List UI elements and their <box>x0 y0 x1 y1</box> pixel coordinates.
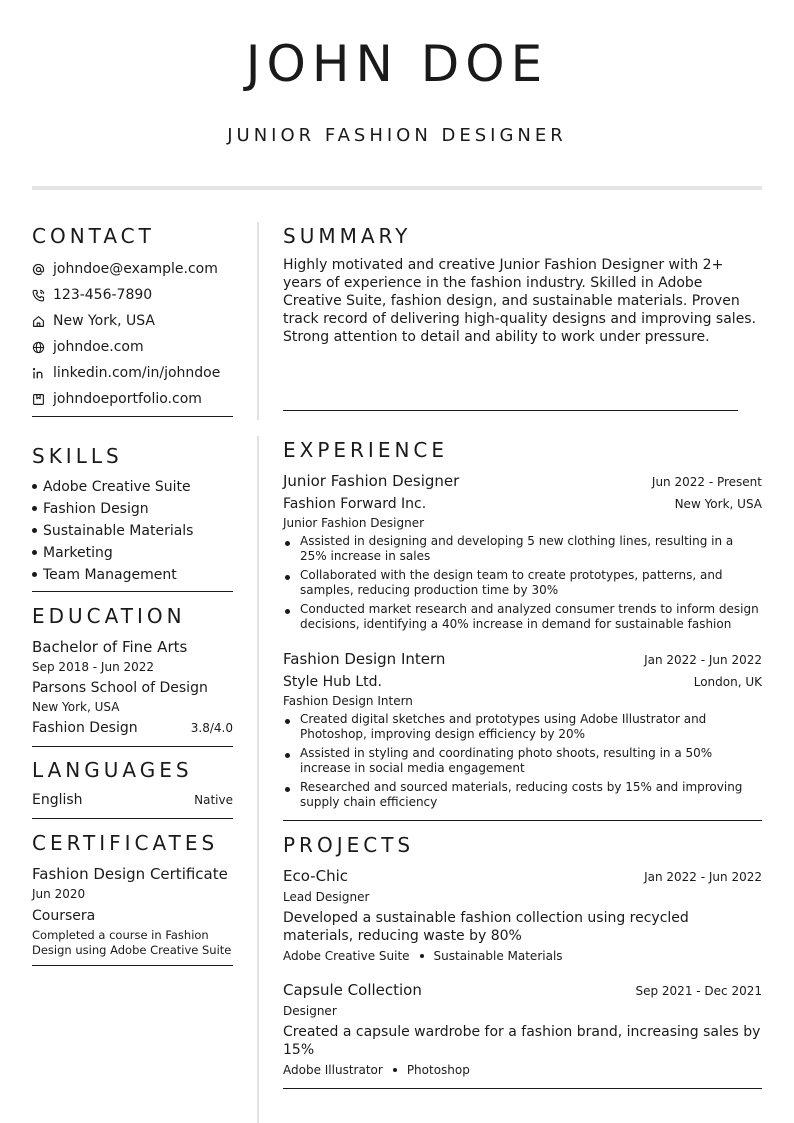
education-gpa: 3.8/4.0 <box>190 721 233 735</box>
projects-divider <box>283 1088 762 1089</box>
experience-bullet-text: Created digital sketches and prototypes using Adobe Illustrator and Photoshop, improving design efficiency by 20% <box>300 712 707 741</box>
phone-icon <box>32 289 45 302</box>
certificates-title: CERTIFICATES <box>32 831 219 855</box>
certificates-divider <box>32 965 233 966</box>
experience-header <box>283 470 762 492</box>
education-school: Parsons School of Design <box>32 680 208 696</box>
experience-company: Fashion Forward Inc. <box>283 496 427 512</box>
bullet-dot <box>285 575 290 580</box>
skills-list <box>32 476 233 586</box>
column-divider-bottom <box>257 436 259 1123</box>
experience-bullets <box>283 712 762 810</box>
project-tag: Adobe Creative Suite <box>283 949 410 963</box>
bullet-dot <box>32 550 37 555</box>
contact-phone-text: 123-456-7890 <box>53 287 153 303</box>
project-dates: Jan 2022 - Jun 2022 <box>644 870 762 884</box>
experience-role: Junior Fashion Designer <box>283 516 425 530</box>
project-item <box>283 865 762 965</box>
experience-item <box>283 470 762 632</box>
experience-company: Style Hub Ltd. <box>283 674 382 690</box>
contact-email[interactable] <box>32 256 233 282</box>
header-divider <box>32 186 762 190</box>
languages-divider <box>32 818 233 819</box>
certificate-date: Jun 2020 <box>32 887 86 901</box>
bullet-dot <box>285 787 290 792</box>
experience-divider <box>283 820 762 821</box>
skill-item <box>32 498 233 520</box>
project-header <box>283 979 762 1001</box>
tag-separator <box>420 954 424 958</box>
skill-item <box>32 476 233 498</box>
summary-divider <box>283 410 738 411</box>
contact-portfolio-text: johndoeportfolio.com <box>53 391 202 407</box>
skills-section <box>32 442 233 592</box>
project-item <box>283 979 762 1079</box>
experience-position: Fashion Design Intern <box>283 650 446 668</box>
experience-dates: Jun 2022 - Present <box>651 475 762 489</box>
project-name: Eco-Chic <box>283 867 348 885</box>
experience-location: London, UK <box>693 675 762 689</box>
experience-bullet-text: Assisted in designing and developing 5 new clothing lines, resulting in a 25% increase in sales <box>300 534 734 563</box>
certificate-issuer: Coursera <box>32 908 96 924</box>
project-role: Lead Designer <box>283 890 370 904</box>
education-section <box>32 602 233 747</box>
bullet-dot <box>32 572 37 577</box>
project-tag: Photoshop <box>406 1063 470 1077</box>
experience-title: EXPERIENCE <box>283 438 449 462</box>
project-tag: Adobe Illustrator <box>283 1063 383 1077</box>
bullet-dot <box>285 753 290 758</box>
education-location: New York, USA <box>32 700 120 714</box>
experience-bullet <box>283 568 762 598</box>
bullet-dot <box>285 719 290 724</box>
experience-bullet <box>283 534 762 564</box>
bullet-dot <box>285 541 290 546</box>
language-row <box>32 790 233 810</box>
contact-section <box>32 222 233 417</box>
education-title: EDUCATION <box>32 604 186 628</box>
contact-title: CONTACT <box>32 224 155 248</box>
certificate-description: Completed a course in Fashion Design using Adobe Creative Suite <box>32 928 232 957</box>
right-column <box>283 222 762 1089</box>
projects-section <box>283 831 762 1089</box>
globe-icon <box>32 341 45 354</box>
project-description: Developed a sustainable fashion collection using recycled materials, reducing waste by 80% <box>283 910 689 944</box>
contact-linkedin[interactable] <box>32 360 233 386</box>
contact-divider <box>32 416 233 417</box>
summary-title: SUMMARY <box>283 224 412 248</box>
project-name: Capsule Collection <box>283 981 422 999</box>
skill-label: Fashion Design <box>43 501 149 517</box>
experience-bullet-text: Conducted market research and analyzed consumer trends to inform design decisions, identifying a 40% increase in demand for sustainable fashion <box>300 602 759 631</box>
experience-bullet-text: Assisted in styling and coordinating photo shoots, resulting in a 50% increase in social media engagement <box>300 746 713 775</box>
experience-dates: Jan 2022 - Jun 2022 <box>644 653 762 667</box>
education-degree: Bachelor of Fine Arts <box>32 638 188 656</box>
contact-website[interactable] <box>32 334 233 360</box>
contact-phone[interactable] <box>32 282 233 308</box>
projects-title: PROJECTS <box>283 833 415 857</box>
bullet-dot <box>32 484 37 489</box>
experience-bullet-text: Researched and sourced materials, reducing costs by 15% and improving supply chain efficiency <box>300 780 743 809</box>
experience-section <box>283 436 762 821</box>
skill-label: Marketing <box>43 545 113 561</box>
contact-email-text: johndoe@example.com <box>53 261 218 277</box>
skill-item <box>32 564 233 586</box>
education-divider <box>32 746 233 747</box>
experience-item <box>283 648 762 810</box>
experience-bullet <box>283 746 762 776</box>
experience-role: Fashion Design Intern <box>283 694 413 708</box>
language-level: Native <box>194 793 233 807</box>
project-tags <box>283 1061 762 1079</box>
experience-location: New York, USA <box>674 497 762 511</box>
languages-section <box>32 756 233 819</box>
contact-location-text: New York, USA <box>53 313 155 329</box>
skill-item <box>32 520 233 542</box>
tag-separator <box>393 1068 397 1072</box>
at-icon <box>32 263 45 276</box>
education-field-row <box>32 718 233 738</box>
certificates-section <box>32 829 233 966</box>
column-divider-top <box>257 222 259 420</box>
education-field: Fashion Design <box>32 720 138 736</box>
project-role: Designer <box>283 1004 337 1018</box>
bullet-dot <box>32 506 37 511</box>
project-dates: Sep 2021 - Dec 2021 <box>635 984 762 998</box>
experience-company-row <box>283 672 762 692</box>
experience-bullet-text: Collaborated with the design team to create prototypes, patterns, and samples, reducing production time by 30% <box>300 568 723 597</box>
bullet-dot <box>32 528 37 533</box>
home-icon <box>32 315 45 328</box>
education-dates: Sep 2018 - Jun 2022 <box>32 660 155 674</box>
skill-label: Team Management <box>43 567 177 583</box>
experience-position: Junior Fashion Designer <box>283 472 460 490</box>
experience-bullet <box>283 602 762 632</box>
certificate-name: Fashion Design Certificate <box>32 865 228 883</box>
skill-item <box>32 542 233 564</box>
contact-linkedin-text: linkedin.com/in/johndoe <box>53 365 221 381</box>
candidate-name: JOHN DOE <box>245 35 549 93</box>
language-name: English <box>32 792 83 808</box>
contact-portfolio[interactable] <box>32 386 233 412</box>
skill-label: Sustainable Materials <box>43 523 194 539</box>
contact-list <box>32 256 233 412</box>
candidate-headline: JUNIOR FASHION DESIGNER <box>227 125 567 146</box>
project-description: Created a capsule wardrobe for a fashion brand, increasing sales by 15% <box>283 1024 761 1058</box>
left-column <box>32 222 233 966</box>
contact-location <box>32 308 233 334</box>
project-header <box>283 865 762 887</box>
project-tags <box>283 947 762 965</box>
project-tag: Sustainable Materials <box>433 949 563 963</box>
languages-title: LANGUAGES <box>32 758 193 782</box>
experience-bullet <box>283 712 762 742</box>
skills-title: SKILLS <box>32 444 123 468</box>
skill-label: Adobe Creative Suite <box>43 479 191 495</box>
experience-bullets <box>283 534 762 632</box>
contact-website-text: johndoe.com <box>53 339 144 355</box>
experience-header <box>283 648 762 670</box>
summary-section <box>283 222 762 411</box>
skills-divider <box>32 591 233 592</box>
summary-text: Highly motivated and creative Junior Fashion Designer with 2+ years of experience in the fashion industry. Skilled in Adobe Creative Suite, fashion design, and sustainable materials. Proven track record of delivering high-quality designs and improving sales. Strong attention to detail and ability to work under pressure. <box>283 257 757 345</box>
bullet-dot <box>285 609 290 614</box>
experience-company-row <box>283 494 762 514</box>
experience-bullet <box>283 780 762 810</box>
portfolio-icon <box>32 393 45 406</box>
linkedin-icon <box>32 367 45 380</box>
